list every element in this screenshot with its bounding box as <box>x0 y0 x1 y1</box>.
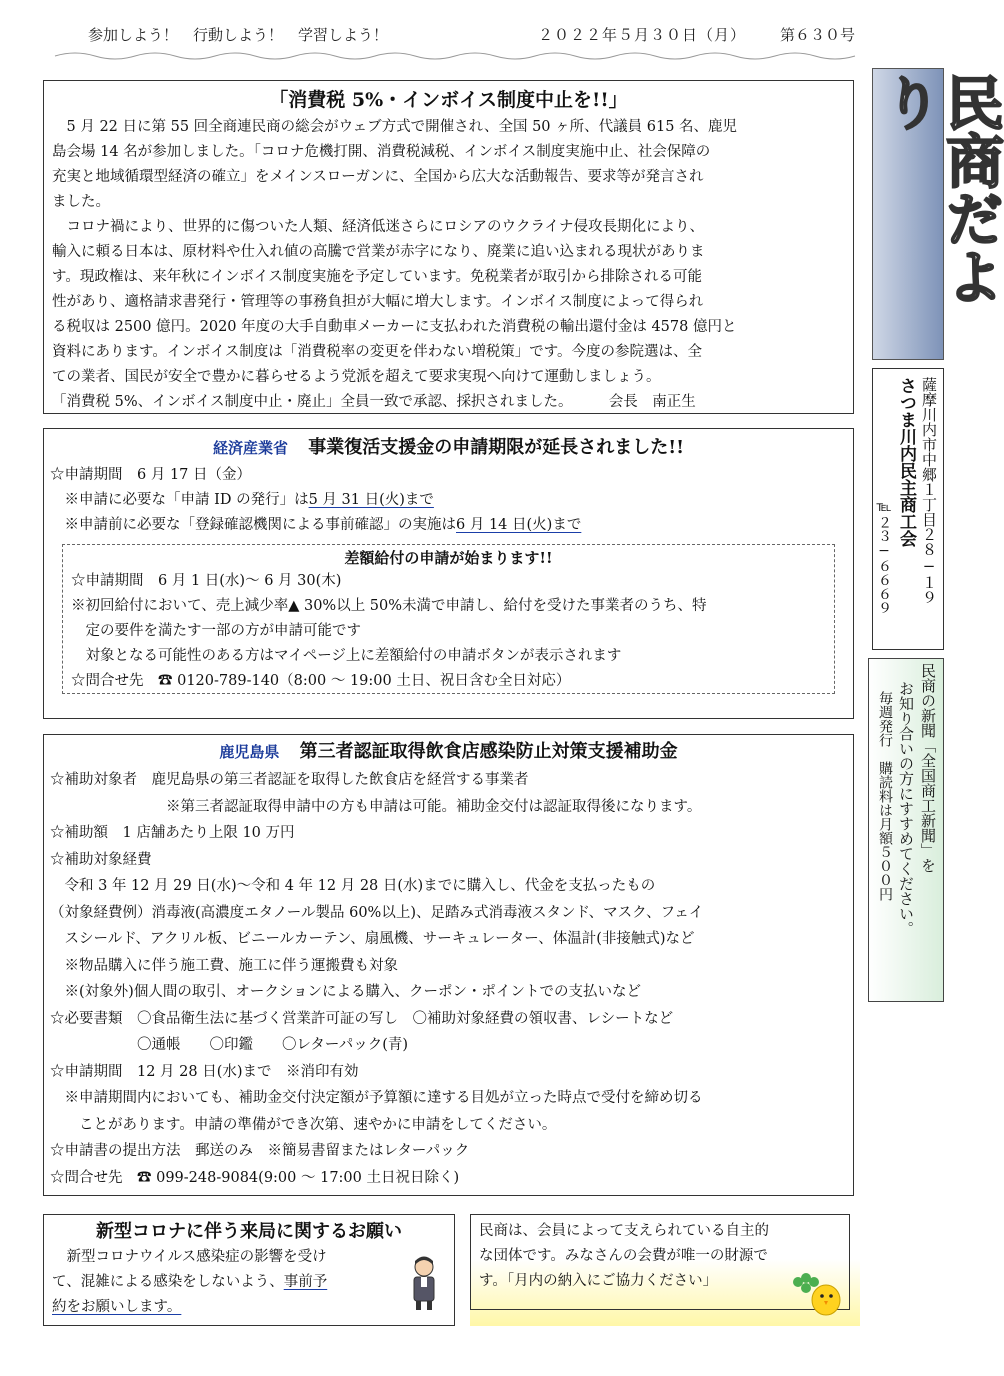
reservation-request: 事前予 <box>283 1274 328 1290</box>
article3-line: 〇通帳 〇印鑑 〇レターパック(青) <box>50 1037 409 1053</box>
pre-check-deadline: 6 月 14 日(火)まで <box>456 517 582 533</box>
header-slogan: 参加しよう！ 行動しよう！ 学習しよう！ <box>88 26 389 44</box>
article3-line: ※申請期間内においても、補助金交付決定額が予算額に達する目処が立った時点で受付を締め切る <box>50 1090 703 1106</box>
article1-line: す。現政権は、来年秋にインボイス制度実施を予定しています。免税業者が取引から排除される可能 <box>52 269 703 285</box>
covid-line-1: 新型コロナウイルス感染症の影響を受け <box>52 1249 327 1265</box>
newspaper-line-3: 毎週発行 購読料は月額５００円 <box>877 691 893 901</box>
article1-line: 「消費税 5%、インボイス制度中止・廃止」全員一致で承認、採択されました。 会長 南正生 <box>52 394 696 410</box>
address-line: 薩摩川内市中郷１丁目２８−１９ <box>920 377 938 605</box>
article3-line: ☆補助対象経費 <box>50 851 152 868</box>
newspaper-box <box>868 658 944 1002</box>
article-business-recovery <box>43 428 854 719</box>
article3-line: ことがあります。申請の準備ができ次第、速やかに申請をしてください。 <box>50 1116 557 1133</box>
article-consumption-tax <box>43 80 854 414</box>
difference-payment-box <box>62 544 835 694</box>
article-body <box>50 767 847 1191</box>
org-name: さつま川内民主商工会 <box>896 377 916 547</box>
newspaper-line-1: 民商の新聞「全国商工新聞」を <box>919 663 937 873</box>
article3-line: ☆補助対象者 鹿児島県の第三者認証を取得した飲食店を経営する事業者 <box>50 772 529 788</box>
difference-payment-line: ☆問合せ先 ☎ 0120-789-140（8:00 ～ 19:00 土日、祝日含む全日対応） <box>71 673 571 689</box>
article1-line: 輸入に頼る日本は、原材料や仕入れ値の高騰で営業が赤字になり、廃業に追い込まれる現状がありま <box>52 244 705 260</box>
dues-line-3: す。「月内の納入にご協力ください」 <box>479 1273 718 1289</box>
article-heading <box>50 737 847 767</box>
difference-payment-line: 定の要件を満たす一部の方が申請可能です <box>71 623 361 639</box>
article-title: 事業復活支援金の申請期限が延長されました!! <box>308 437 685 458</box>
article-heading <box>50 433 847 463</box>
newspaper-line-2: お知り合いの方にすすめてください。 <box>897 681 915 936</box>
staff-illustration-icon <box>406 1255 442 1311</box>
phone-number: ℡２３−６６６９ <box>876 499 892 615</box>
article3-line: スシールド、アクリル板、ビニールカーテン、扇風機、サーキュレーター、体温計(非接触式)など <box>50 931 695 947</box>
article1-line: 性があり、適格請求書発行・管理等の事務負担が大幅に増大します。インボイス制度によって得られ <box>52 294 704 310</box>
covid-title: 新型コロナに伴う来局に関するお願い <box>96 1221 402 1242</box>
header-vine-divider <box>55 48 855 64</box>
address-box <box>872 368 944 650</box>
article3-line: ☆補助額 1 店舗あたり上限 10 万円 <box>50 825 295 841</box>
covid-notice-box <box>43 1214 455 1326</box>
inner-body <box>71 569 826 694</box>
difference-payment-line: ☆申請期間 6 月 1 日(水)～ 6 月 30(木) <box>71 573 342 589</box>
dues-line-2: な団体です。みなさんの会費が唯一の財源で <box>479 1248 768 1264</box>
article1-line: ました。 <box>52 194 110 210</box>
application-period: ☆申請期間 6 月 17 日（金） <box>50 467 252 483</box>
article1-line: 資料にあります。インボイス制度は「消費税率の変更を伴わない増税策」です。今度の参院選は、全 <box>52 344 703 360</box>
article3-line: 令和 3 年 12 月 29 日(水)～令和 4 年 12 月 28 日(水)までに購入し、代金を支払ったもの <box>50 878 656 894</box>
difference-payment-line: ※初回給付において、売上減少率▲ 30%以上 50%未満で申請し、給付を受けた事業者のうち、特 <box>71 598 707 614</box>
header-date: ２０２２年５月３０日（月） <box>538 26 747 44</box>
article1-line: ての業者、国民が安全で豊かに暮らせるよう党派を超えて要求実現へ向けて運動しましょう。 <box>52 369 661 385</box>
article3-line: ☆申請書の提出方法 郵送のみ ※簡易書留またはレターパック <box>50 1143 470 1159</box>
masthead <box>872 68 1004 360</box>
article1-line: 充実と地域循環型経済の確立」をメインスローガンに、全国から広大な活動報告、要求等が発言され <box>52 169 704 185</box>
article-body <box>52 115 845 415</box>
article3-line: ☆問合せ先 ☎ 099-248-9084(9:00 ～ 17:00 土日祝日除く) <box>50 1169 460 1186</box>
pre-check-note: ※申請前に必要な「登録確認機関による事前確認」の実施は6 月 14 日(火)まで <box>50 517 582 533</box>
article3-line: ☆必要書類 〇食品衛生法に基づく営業許可証の写し 〇補助対象経費の領収書、レシートなど <box>50 1010 674 1027</box>
article3-line: ※物品購入に伴う施工費、施工に伴う運搬費も対象 <box>50 957 398 974</box>
article3-line: ※(対象外)個人間の取引、オークションによる購入、クーポン・ポイントでの支払いなど <box>50 984 642 1000</box>
dues-line-1: 民商は、会員によって支えられている自主的 <box>479 1223 769 1239</box>
dues-notice-panel <box>470 1214 860 1326</box>
difference-payment-line: 対象となる可能性のある方はマイページ上に差額給付の申請ボタンが表示されます <box>71 648 622 664</box>
covid-line-2: て、混雑による感染をしないよう、事前予 <box>52 1274 328 1290</box>
id-issue-note: ※申請に必要な「申請 ID の発行」は5 月 31 日(火)まで <box>50 492 434 508</box>
covid-line-3: 約をお願いします。 <box>52 1299 182 1315</box>
agency-label: 鹿児島県 <box>219 743 280 761</box>
article3-line: （対象経費例）消毒液(高濃度エタノール製品 60%以上)、足踏み式消毒液スタンド、マスク、フェイ <box>50 904 704 921</box>
article1-line: 5 月 22 日に第 55 回全商連民商の総会がウェブ方式で開催され、全国 50 ヶ所、代議員 615 名、鹿児 <box>52 119 738 135</box>
article1-line: る税収は 2500 億円。2020 年度の大手自動車メーカーに支払われた消費税の輸出還付金は 4578 億円と <box>52 319 737 335</box>
article-title: 「消費税 5%・インボイス制度中止を!!」 <box>269 89 628 111</box>
agency-label: 経済産業省 <box>212 439 288 457</box>
inner-title: 差額給付の申請が始まります!! <box>344 549 553 567</box>
article1-line: コロナ禍により、世界的に傷ついた人類、経済低迷さらにロシアのウクライナ侵攻長期化により、 <box>52 219 705 235</box>
article3-line: ※第三者認証取得申請中の方も申請は可能。補助金交付は認証取得後になります。 <box>50 798 702 815</box>
masthead-title: 民商だより <box>874 73 1004 305</box>
id-issue-deadline: 5 月 31 日(火)まで <box>308 492 434 508</box>
article1-line: 島会場 14 名が参加しました。「コロナ危機打開、消費税減税、インボイス制度実施中止、社会保障の <box>52 144 711 160</box>
chick-clover-icon <box>786 1266 846 1322</box>
header-issue: 第６３０号 <box>780 26 856 44</box>
article-kagoshima-subsidy <box>43 734 854 1196</box>
article3-line: ☆申請期間 12 月 28 日(水)まで ※消印有効 <box>50 1063 359 1080</box>
article-title: 第三者認証取得飲食店感染防止対策支援補助金 <box>299 741 678 762</box>
